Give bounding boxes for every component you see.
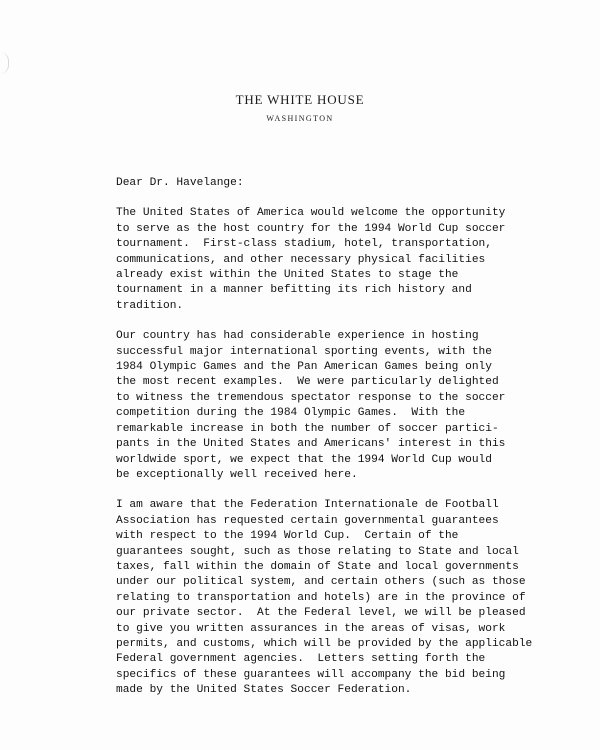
paragraph-line: tradition. <box>116 299 184 312</box>
letter-body <box>116 176 586 714</box>
paragraph-line: be exceptionally well received here. <box>116 468 358 481</box>
letterhead-organization: THE WHITE HOUSE <box>235 92 365 107</box>
paragraph-line: specifics of these guarantees will accompany the bid being <box>116 668 506 681</box>
salutation: Dear Dr. Havelange: <box>116 177 244 189</box>
paragraph-line: 1984 Olympic Games and the Pan American Games being only <box>116 361 492 374</box>
paragraph-line: remarkable increase in both the number of soccer partici- <box>116 422 499 435</box>
paragraph-line: taxes, fall within the domain of State and local governments <box>116 560 519 573</box>
paragraph-line: Our country has had considerable experience in hosting <box>116 330 479 343</box>
paragraph-line: tournament. First-class stadium, hotel, transportation, <box>116 238 492 251</box>
paragraph-line: communications, and other necessary physical facilities <box>116 253 486 266</box>
paragraph-line: competition during the 1984 Olympic Games. With the <box>116 407 466 420</box>
paragraph-2 <box>116 329 586 483</box>
paragraph-3 <box>116 498 586 698</box>
paragraph-line: to witness the tremendous spectator response to the soccer <box>116 391 506 404</box>
paragraph-line: pants in the United States and Americans' interest in this <box>116 438 506 451</box>
paragraph-line: guarantees sought, such as those relating to State and local <box>116 545 519 558</box>
paragraph-line: I am aware that the Federation Internationale de Football <box>116 499 499 512</box>
paragraph-line: The United States of America would welcome the opportunity <box>116 207 506 220</box>
paragraph-line: successful major international sporting events, with the <box>116 345 492 358</box>
paragraph-line: Association has requested certain governmental guarantees <box>116 514 499 527</box>
paragraph-line: tournament in a manner befitting its rich history and <box>116 284 472 297</box>
page-edge-mark <box>0 52 9 74</box>
paragraph-line: to serve as the host country for the 1994 World Cup soccer <box>116 222 506 235</box>
letterhead <box>0 92 600 124</box>
paragraph-line: to give you written assurances in the areas of visas, work <box>116 622 506 635</box>
paragraph-line: with respect to the 1994 World Cup. Certain of the <box>116 530 459 543</box>
letterhead-city: WASHINGTON <box>266 114 334 123</box>
paragraph-line: already exist within the United States to stage the <box>116 269 459 282</box>
paragraph-line: worldwide sport, we expect that the 1994 World Cup would <box>116 453 492 466</box>
paragraph-line: permits, and customs, which will be provided by the applicable <box>116 637 533 650</box>
paragraph-line: the most recent examples. We were particularly delighted <box>116 376 499 389</box>
paragraph-1 <box>116 206 586 314</box>
paragraph-line: our private sector. At the Federal level, we will be pleased <box>116 607 526 620</box>
paragraph-line: made by the United States Soccer Federation. <box>116 684 412 697</box>
paragraph-line: Federal government agencies. Letters setting forth the <box>116 653 486 666</box>
paragraph-line: under our political system, and certain others (such as those <box>116 576 526 589</box>
paragraph-line: relating to transportation and hotels) are in the province of <box>116 591 526 604</box>
